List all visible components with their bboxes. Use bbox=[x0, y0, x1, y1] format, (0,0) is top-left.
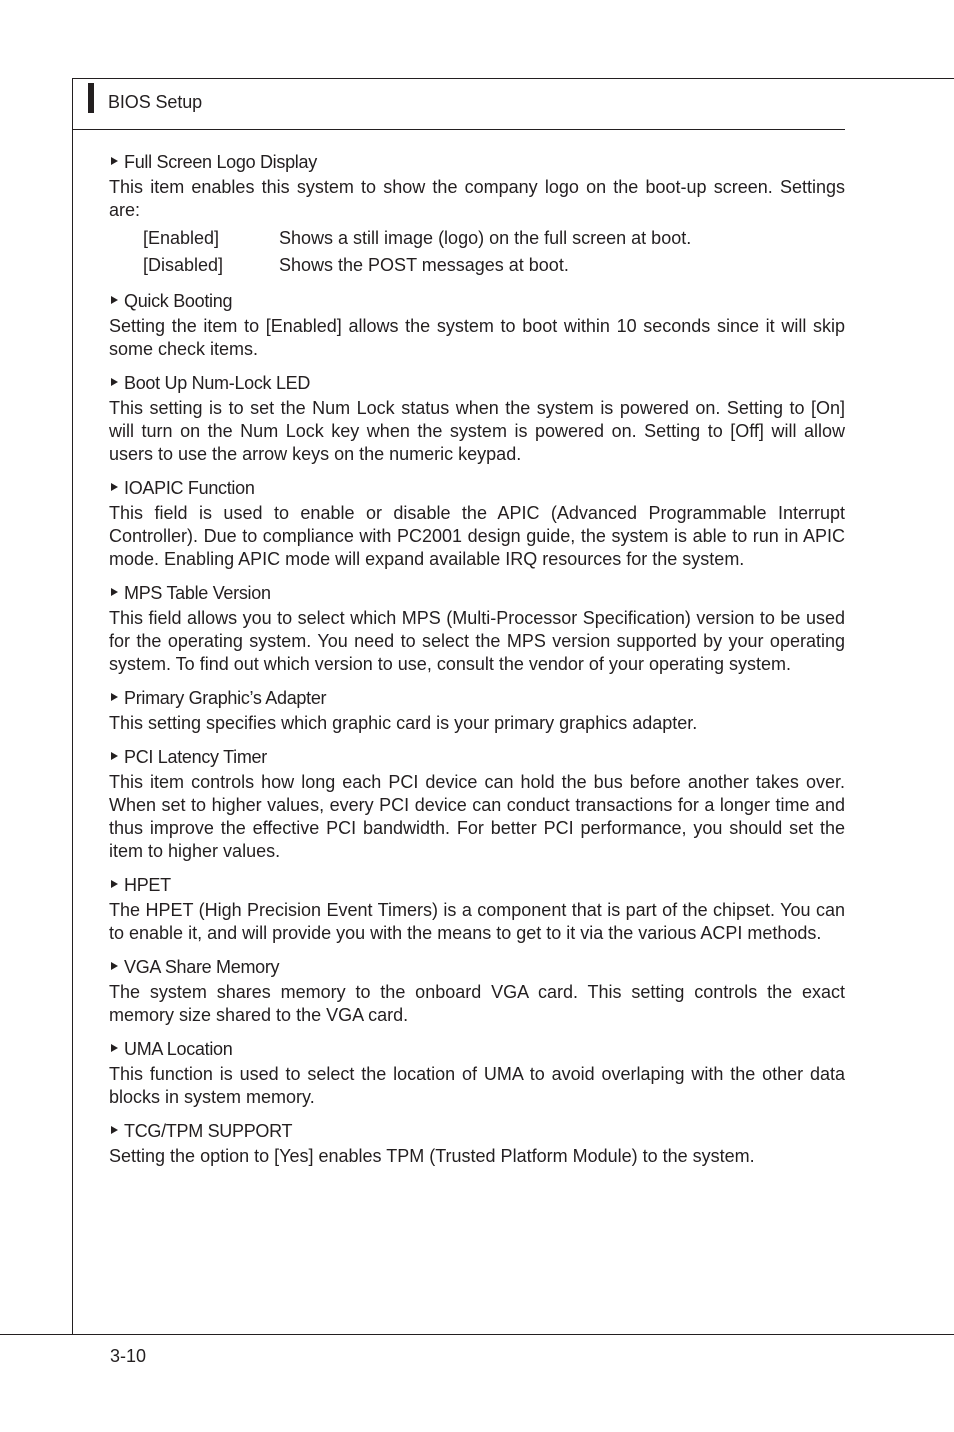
section-heading bbox=[109, 745, 845, 770]
section-hpet bbox=[109, 873, 845, 945]
triangle-bullet-icon bbox=[111, 157, 118, 165]
triangle-bullet-icon bbox=[111, 378, 118, 386]
section-heading bbox=[109, 289, 845, 314]
section-heading bbox=[109, 476, 845, 501]
triangle-bullet-icon bbox=[111, 296, 118, 304]
section-title: PCI Latency Timer bbox=[124, 747, 267, 767]
page-number: 3-10 bbox=[110, 1346, 147, 1366]
triangle-bullet-icon bbox=[111, 962, 118, 970]
section-title: HPET bbox=[124, 875, 171, 895]
section-mps-table-version bbox=[109, 581, 845, 676]
section-description: Setting the item to [Enabled] allows the system to boot within 10 seconds since it will skip some check items. bbox=[109, 316, 845, 359]
section-heading bbox=[109, 581, 845, 606]
page-header-title: BIOS Setup bbox=[108, 92, 203, 112]
section-title: Full Screen Logo Display bbox=[124, 152, 317, 172]
triangle-bullet-icon bbox=[111, 1126, 118, 1134]
header-divider bbox=[72, 129, 845, 130]
section-uma-location bbox=[109, 1037, 845, 1109]
section-title: MPS Table Version bbox=[124, 583, 271, 603]
section-heading bbox=[109, 686, 845, 711]
section-title: UMA Location bbox=[124, 1039, 233, 1059]
triangle-bullet-icon bbox=[111, 483, 118, 491]
setting-row bbox=[143, 225, 845, 252]
settings-table bbox=[143, 225, 845, 279]
section-pci-latency-timer bbox=[109, 745, 845, 863]
triangle-bullet-icon bbox=[111, 880, 118, 888]
section-description: This function is used to select the location of UMA to avoid overlaping with the other data blocks in system memory. bbox=[109, 1064, 845, 1107]
section-description: The HPET (High Precision Event Timers) is a component that is part of the chipset. You can to enable it, and will provide you with the means to get to it via the various ACPI methods. bbox=[109, 900, 845, 943]
setting-description: Shows a still image (logo) on the full screen at boot. bbox=[279, 228, 692, 248]
section-description: This setting is to set the Num Lock status when the system is powered on. Setting to [On] will turn on the Num Lock key when the system is powered on. Setting to [Off] will allow users to use the arrow keys on the numeric keypad. bbox=[109, 398, 845, 464]
section-description: Setting the option to [Yes] enables TPM (Trusted Platform Module) to the system. bbox=[109, 1146, 755, 1166]
section-description: This setting specifies which graphic card is your primary graphics adapter. bbox=[109, 713, 698, 733]
setting-option: [Enabled] bbox=[143, 228, 220, 248]
section-quick-booting bbox=[109, 289, 845, 361]
section-title: Quick Booting bbox=[124, 291, 233, 311]
triangle-bullet-icon bbox=[111, 752, 118, 760]
triangle-bullet-icon bbox=[111, 693, 118, 701]
section-heading bbox=[109, 1037, 845, 1062]
section-tcg-tpm-support bbox=[109, 1119, 845, 1168]
page-content bbox=[109, 150, 845, 1178]
section-description: This item controls how long each PCI device can hold the bus before another takes over. When set to higher values, every PCI device can conduct transactions for a longer time and thus improve the effective PCI bandwidth. For better PCI performance, you should set the item to higher values. bbox=[109, 772, 845, 861]
section-title: IOAPIC Function bbox=[124, 478, 255, 498]
setting-option: [Disabled] bbox=[143, 255, 224, 275]
section-title: VGA Share Memory bbox=[124, 957, 280, 977]
section-heading bbox=[109, 371, 845, 396]
section-boot-up-num-lock-led bbox=[109, 371, 845, 466]
footer-divider bbox=[0, 1334, 954, 1335]
section-heading bbox=[109, 955, 845, 980]
section-title: Primary Graphic’s Adapter bbox=[124, 688, 327, 708]
section-heading bbox=[109, 1119, 845, 1144]
section-heading bbox=[109, 873, 845, 898]
section-title: Boot Up Num-Lock LED bbox=[124, 373, 311, 393]
triangle-bullet-icon bbox=[111, 1044, 118, 1052]
section-full-screen-logo-display bbox=[109, 150, 845, 279]
section-primary-graphics-adapter bbox=[109, 686, 845, 735]
section-description: This field allows you to select which MPS (Multi-Processor Specification) version to be used for the operating system. You need to select the MPS version supported by your operating system. To find out which version to use, consult the vendor of your operating system. bbox=[109, 608, 845, 674]
section-description: The system shares memory to the onboard VGA card. This setting controls the exact memory size shared to the VGA card. bbox=[109, 982, 845, 1025]
section-ioapic-function bbox=[109, 476, 845, 571]
triangle-bullet-icon bbox=[111, 588, 118, 596]
setting-description: Shows the POST messages at boot. bbox=[279, 255, 569, 275]
section-vga-share-memory bbox=[109, 955, 845, 1027]
section-title: TCG/TPM SUPPORT bbox=[124, 1121, 293, 1141]
section-heading bbox=[109, 150, 845, 175]
setting-row bbox=[143, 252, 845, 279]
frame-left-rule bbox=[72, 78, 73, 1335]
section-description: This item enables this system to show the company logo on the boot-up screen. Settings are: bbox=[109, 177, 845, 220]
frame-top-rule bbox=[72, 78, 954, 79]
section-description: This field is used to enable or disable the APIC (Advanced Programmable Interrupt Controller). Due to compliance with PC2001 design guide, the system is able to run in APIC mode. Enabling APIC mode will expand available IRQ resources for the system. bbox=[109, 503, 845, 569]
header-bar-marker bbox=[88, 83, 94, 113]
